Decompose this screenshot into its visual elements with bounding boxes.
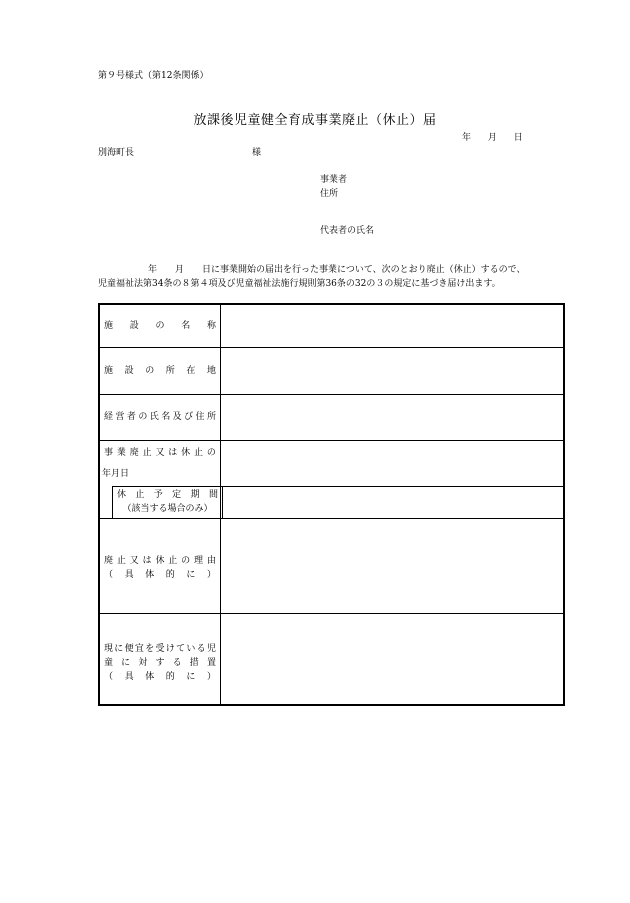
facility-name-field[interactable] <box>221 305 563 347</box>
label-char: 的 <box>165 672 175 682</box>
addressee-honorific: 様 <box>252 148 262 158</box>
operator-label: 事業者 <box>320 175 348 185</box>
row-measures <box>100 613 563 704</box>
label-char: す <box>155 658 165 668</box>
label-cell <box>100 519 221 614</box>
body-text-line-1: 年 月 日に事業開始の届出を行った事業について、次のとおり廃止（休止）するので、 <box>148 265 526 275</box>
label-char: 対 <box>138 658 148 668</box>
label-char: の <box>206 448 216 458</box>
facility-name-label <box>100 321 220 332</box>
label-char: 受 <box>155 644 165 654</box>
label-char: 休 <box>181 448 191 458</box>
label-char: 間 <box>208 490 218 500</box>
label-char: 止 <box>168 556 178 566</box>
measures-label-line2 <box>100 658 220 669</box>
label-char: 体 <box>145 570 155 580</box>
suspension-period-label <box>113 490 222 501</box>
label-char: い <box>186 644 196 654</box>
form-number: 第９号様式（第12条関係） <box>98 71 209 81</box>
measures-label-line3 <box>100 672 220 683</box>
closure-date-label-line2: 年月日 <box>102 469 130 479</box>
label-char: ） <box>206 570 216 580</box>
label-char: 宜 <box>134 644 144 654</box>
label-char: 便 <box>124 644 134 654</box>
label-char: 地 <box>206 366 216 376</box>
row-facility-location <box>100 347 563 395</box>
label-char: 休 <box>117 490 127 500</box>
label-char: 童 <box>104 658 114 668</box>
label-char: 止 <box>142 448 152 458</box>
label-char: 具 <box>124 570 134 580</box>
label-char: 施 <box>104 321 114 331</box>
label-char: 氏 <box>149 412 159 422</box>
label-char: び <box>184 412 194 422</box>
label-char: 定 <box>172 490 182 500</box>
label-char: ） <box>206 672 216 682</box>
label-char: 休 <box>155 556 165 566</box>
reason-field[interactable] <box>221 519 563 614</box>
measures-field[interactable] <box>221 614 563 704</box>
closure-date-label-line1 <box>100 448 220 459</box>
label-char: は <box>142 556 152 566</box>
label-char: 置 <box>206 658 216 668</box>
label-char: （ <box>104 672 114 682</box>
document-title: 放課後児童健全育成事業廃止（休止）届 <box>193 113 437 128</box>
label-char: る <box>196 644 206 654</box>
label-char: 児 <box>206 644 216 654</box>
row-reason <box>100 518 563 614</box>
label-char: 期 <box>190 490 200 500</box>
label-char: に <box>121 658 131 668</box>
label-char: 設 <box>129 321 139 331</box>
label-char: 止 <box>135 490 145 500</box>
form-table <box>98 303 565 706</box>
operator-name-address-label <box>100 412 220 423</box>
label-char: 施 <box>104 366 114 376</box>
label-char: 体 <box>145 672 155 682</box>
label-char: 住 <box>195 412 205 422</box>
addressee: 別海町長 <box>98 148 135 158</box>
operator-name-address-field[interactable] <box>221 395 563 441</box>
label-char: け <box>165 644 175 654</box>
label-char: 的 <box>165 570 175 580</box>
label-char: 現 <box>104 644 114 654</box>
label-char: 由 <box>206 556 216 566</box>
row-facility-name <box>100 305 563 347</box>
label-cell <box>100 614 221 704</box>
label-char: 称 <box>206 321 216 331</box>
reason-label-line1 <box>100 556 220 567</box>
label-char: 業 <box>116 448 126 458</box>
label-char: の <box>145 366 155 376</box>
label-char: （ <box>104 570 114 580</box>
row-operator-name-address <box>100 394 563 441</box>
label-cell <box>100 395 221 441</box>
label-char: 予 <box>153 490 163 500</box>
label-char: に <box>186 570 196 580</box>
label-char: 所 <box>165 366 175 376</box>
label-char: 事 <box>104 448 114 458</box>
label-char: る <box>172 658 182 668</box>
label-char: 所 <box>206 412 216 422</box>
label-char: を <box>145 644 155 654</box>
label-char: の <box>155 321 165 331</box>
label-char: に <box>186 672 196 682</box>
label-char: て <box>176 644 186 654</box>
suspension-period-note: （該当する場合のみ） <box>122 504 213 514</box>
label-char: の <box>138 412 148 422</box>
label-char: 営 <box>115 412 125 422</box>
label-char: 止 <box>116 556 126 566</box>
label-char: 止 <box>194 448 204 458</box>
label-char: 具 <box>124 672 134 682</box>
label-char: 経 <box>104 412 114 422</box>
label-char: に <box>114 644 124 654</box>
label-cell <box>100 348 221 395</box>
date-line: 年 月 日 <box>462 133 523 143</box>
row-closure-date <box>100 440 563 519</box>
label-char: 名 <box>181 321 191 331</box>
label-char: 名 <box>161 412 171 422</box>
label-char: 又 <box>129 556 139 566</box>
reason-label-line2 <box>100 570 220 581</box>
label-char: 又 <box>155 448 165 458</box>
suspension-period-label-cell <box>112 486 223 519</box>
facility-location-label <box>100 366 220 377</box>
label-char: 廃 <box>104 556 114 566</box>
closure-date-field[interactable] <box>221 441 563 486</box>
suspension-period-field[interactable] <box>221 486 563 519</box>
label-char: 設 <box>124 366 134 376</box>
label-char: 及 <box>172 412 182 422</box>
label-cell <box>100 305 221 347</box>
label-char: 理 <box>194 556 204 566</box>
measures-label-line1 <box>100 644 220 655</box>
label-char: は <box>168 448 178 458</box>
label-char: 者 <box>126 412 136 422</box>
label-char: 廃 <box>129 448 139 458</box>
representative-name-label: 代表者の氏名 <box>320 226 375 236</box>
label-char: 措 <box>189 658 199 668</box>
address-label: 住所 <box>320 189 339 199</box>
body-text-line-2: 児童福祉法第34条の８第４項及び児童福祉法施行規則第36条の32の３の規定に基づき届け出ます。 <box>98 279 501 289</box>
facility-location-field[interactable] <box>221 348 563 395</box>
label-char: 在 <box>186 366 196 376</box>
label-char: の <box>181 556 191 566</box>
